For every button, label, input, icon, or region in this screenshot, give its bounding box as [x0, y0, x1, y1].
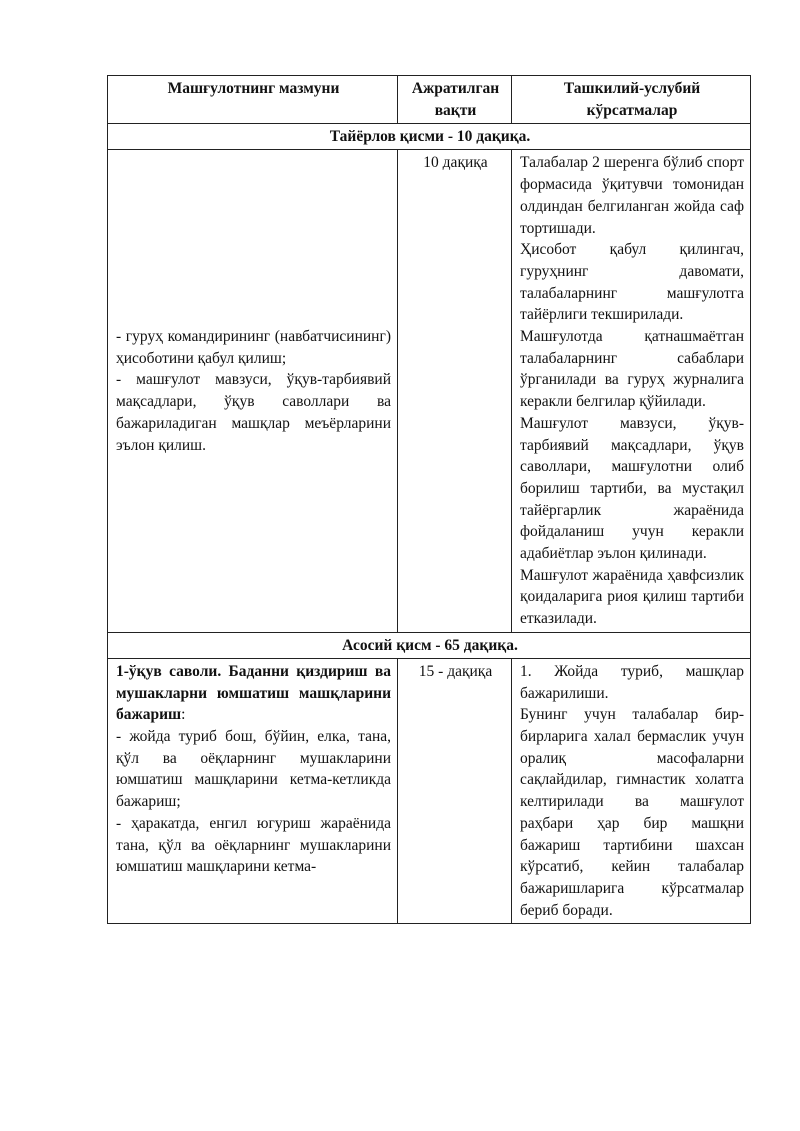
content-heading-suffix: :: [181, 706, 186, 724]
section-row-main: [108, 632, 751, 658]
table-row-preparatory: [108, 150, 751, 632]
content-cell-main: [108, 658, 398, 923]
guide-paragraph: Машғулот жараёнида ҳавфсизлик қоидаларига риоя қилиш тартиби етказилади.: [520, 566, 744, 628]
guide-paragraph: Машғулотда қатнашмаётган талабаларнинг сабаблари ўрганилади ва гуруҳ журналига керакли белгилар қўйилади.: [520, 328, 744, 411]
content-item: - машғулот мавзуси, ўқув-тарбиявий мақсадлари, ўқув саволлари ва бажариладиган машқлар меъёрларини эълон қилиш.: [116, 371, 391, 454]
guide-cell-main: [512, 658, 751, 923]
header-guide: Ташкилий-услубий кўрсатмалар: [512, 76, 751, 124]
content-heading-text: 1-ўқув саволи. Баданни қиздириш ва мушакларни юмшатиш машқларини бажариш: [116, 662, 391, 724]
guide-cell-preparatory: [512, 150, 751, 632]
guide-paragraph: Ҳисобот қабул қилингач, гуруҳнинг давомати, талабаларнинг машғулотга тайёрлиги текширилади.: [520, 241, 744, 324]
content-cell-preparatory: [108, 150, 398, 632]
content-heading: [116, 661, 391, 726]
section-title-main: Асосий қисм - 65 дақиқа.: [108, 632, 751, 658]
time-cell-main: 15 - дақиқа: [398, 658, 512, 923]
time-cell-preparatory: 10 дақиқа: [398, 150, 512, 632]
section-row-preparatory: [108, 124, 751, 150]
content-item: - жойда туриб бош, бўйин, елка, тана, қўл ва оёқларнинг мушакларини юмшатиш машқларини кетма-кетликда бажариш;: [116, 727, 391, 811]
section-title-preparatory: Тайёрлов қисми - 10 дақиқа.: [108, 124, 751, 150]
guide-paragraph: 1. Жойда туриб, машқлар бажарилиши.: [520, 662, 744, 702]
lesson-plan-table: [107, 75, 751, 924]
guide-paragraph: Талабалар 2 шеренга бўлиб спорт формасида ўқитувчи томонидан олдиндан белгиланган жойда саф тортишади.: [520, 154, 744, 237]
document-page: [107, 75, 750, 924]
guide-paragraph: Машғулот мавзуси, ўқув-тарбиявий мақсадлари, ўқув саволлари, машғулотни олиб борилиш тартиби, ва мустақил тайёргарлик жараёнида фойдаланиш учун керакли адабиётлар эълон қилинади.: [520, 414, 744, 563]
guide-paragraph: Бунинг учун талабалар бир-бирларига халал бермаслик учун оралиқ масофаларни сақлайдилар, гимнастик холатга келтирилади ва машғулот раҳбари ҳар бир машқни бажариш тартибини шахсан кўрсатиб, кейин талабалар бажаришларига кўрсатмалар бериб боради.: [520, 706, 744, 919]
table-row-main: [108, 658, 751, 923]
content-item: - гуруҳ командирининг (навбатчисининг) ҳисоботини қабул қилиш;: [116, 328, 391, 367]
content-item: - ҳаракатда, енгил югуриш жараёнида тана, қўл ва оёқларнинг мушакларини юмшатиш машқларини кетма-: [116, 814, 391, 876]
header-time: Ажратилган вақти: [398, 76, 512, 124]
table-header-row: [108, 76, 751, 124]
header-content: Машғулотнинг мазмуни: [108, 76, 398, 124]
